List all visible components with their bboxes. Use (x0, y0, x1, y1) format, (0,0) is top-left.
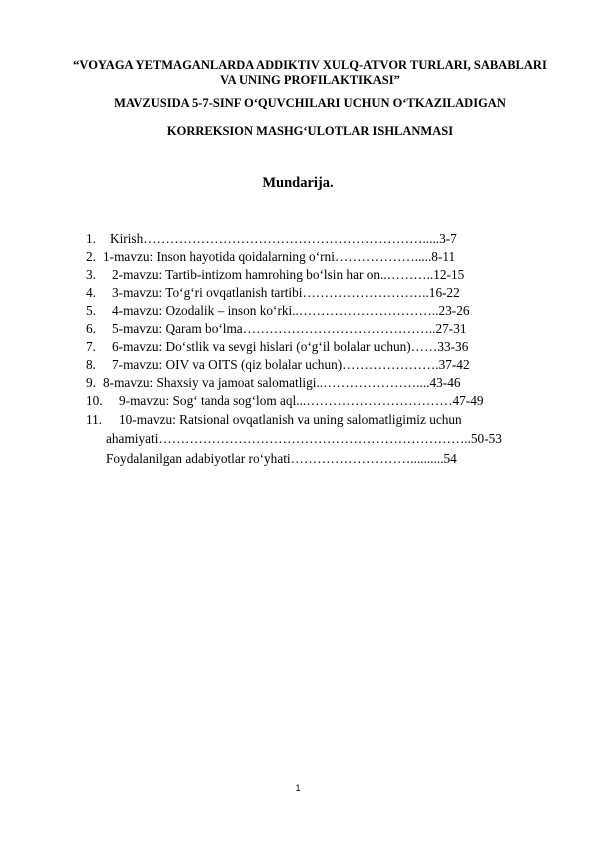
toc-text: 2-mavzu: Tartib-intizom hamrohing bo‘lsin har on..………..12-15 (112, 267, 465, 282)
toc-entry (86, 411, 462, 428)
toc-text: 1-mavzu: Inson hayotida qoidalarning o‘rni……………….....8-11 (103, 249, 456, 264)
toc-entry (86, 320, 467, 337)
toc-number: 7. (86, 339, 96, 354)
toc-entry (86, 338, 468, 355)
toc-number: 5. (86, 303, 96, 318)
toc-number: 9. (86, 375, 96, 390)
toc-text: ahamiyati……………………………………………………………..50-53 (106, 431, 502, 446)
toc-entry (86, 230, 457, 247)
toc-entry (86, 302, 470, 319)
toc-text: 4-mavzu: Ozodalik – inson ko‘rki..…………………………..23-26 (112, 303, 470, 318)
toc-entry (86, 392, 484, 409)
toc-number: 11. (86, 412, 103, 427)
toc-text: 8-mavzu: Shaxsiy va jamoat salomatligi..…………………....43-46 (103, 375, 461, 390)
toc-text: Kirish……………………………………………………….....3-7 (110, 231, 457, 246)
toc-text: 5-mavzu: Qaram bo‘lma……………………………………..27-31 (112, 321, 467, 336)
toc-text: 9-mavzu: Sog‘ tanda sog‘lom aql...……………………………47-49 (119, 393, 484, 408)
page-number: 1 (295, 783, 301, 793)
toc-number: 8. (86, 357, 96, 372)
toc-number: 3. (86, 267, 96, 282)
toc-entry (86, 374, 461, 391)
toc-text: Foydalanilgan adabiyotlar ro‘yhati………………………..........54 (106, 451, 457, 466)
toc-text: 3-mavzu: To‘g‘ri ovqatlanish tartibi………………………..16-22 (112, 285, 460, 300)
toc-number: 10. (86, 393, 103, 408)
toc-text: 10-mavzu: Ratsional ovqatlanish va uning salomatligimiz uchun (119, 412, 462, 427)
toc-entry (86, 284, 460, 301)
toc-entry (106, 450, 457, 467)
document-subtitle-2: KORREKSION MASHG‘ULOTLAR ISHLANMASI (166, 124, 454, 138)
document-subtitle: MAVZUSIDA 5-7-SINF O‘QUVCHILARI UCHUN O‘TKAZILADIGAN (114, 96, 506, 110)
document-title: “VOYAGA YETMAGANLARDA ADDIKTIV XULQ-ATVOR TURLARI, SABABLARI VA UNING PROFILAKTIKASI” (73, 58, 547, 87)
contents-heading: Mundarija. (262, 175, 334, 191)
toc-number: 4. (86, 285, 96, 300)
toc-entry (86, 266, 464, 283)
toc-text: 6-mavzu: Do‘stlik va sevgi hislari (o‘g‘il bolalar uchun)……33-36 (112, 339, 469, 354)
toc-number: 6. (86, 321, 96, 336)
toc-entry (86, 248, 455, 265)
toc-number: 2. (86, 249, 96, 264)
toc-entry (86, 356, 470, 373)
toc-entry (106, 430, 502, 447)
toc-text: 7-mavzu: OIV va OITS (qiz bolalar uchun)………………….37-42 (112, 357, 470, 372)
toc-number: 1. (86, 231, 96, 246)
